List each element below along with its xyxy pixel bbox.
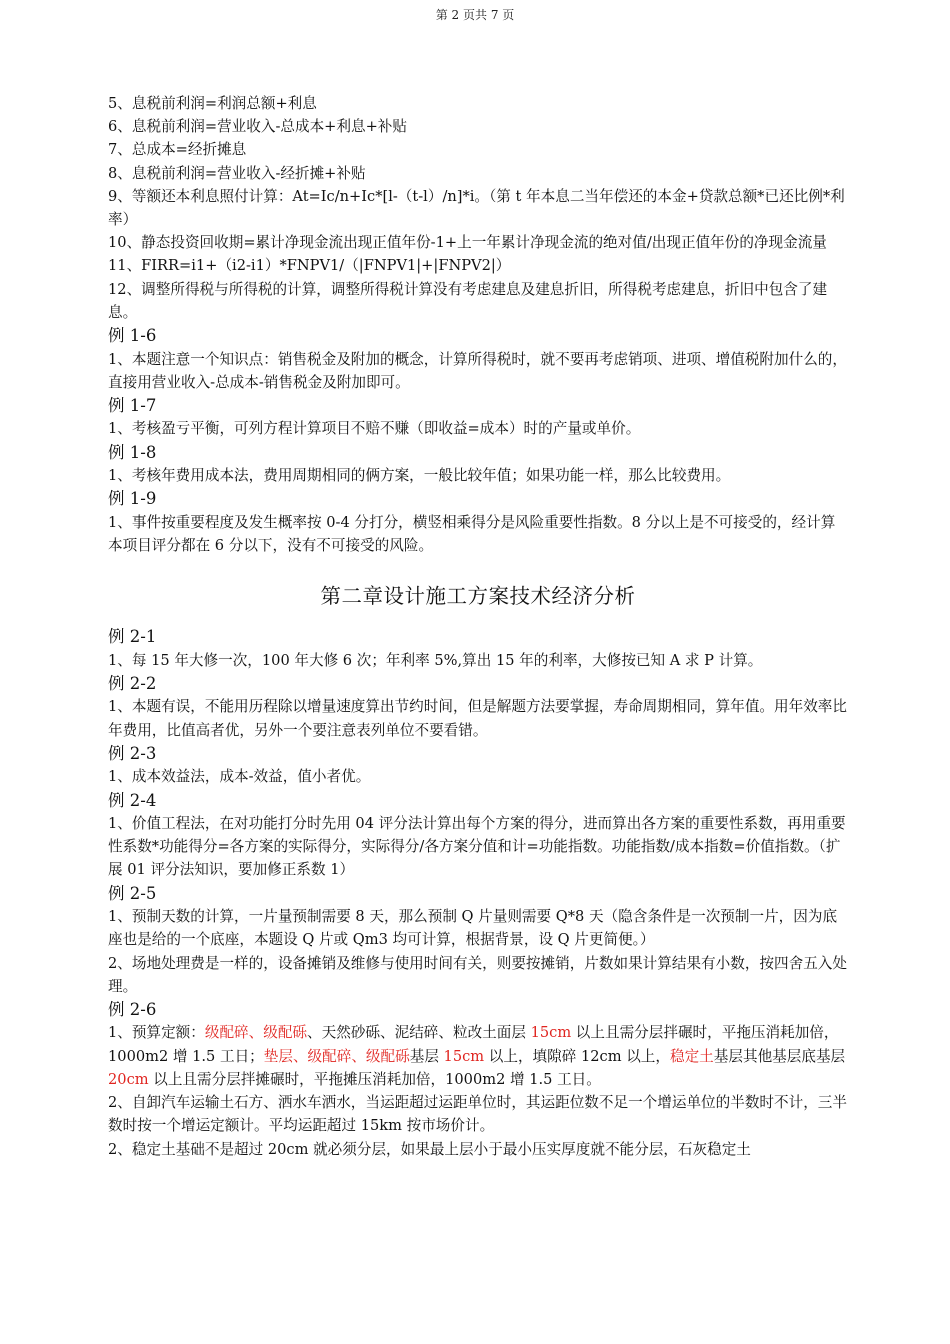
text-segment: 以上且需分层拌碾时，平拖压消耗加倍，1000m2 增 1.5 工日； [108,1024,839,1065]
paragraph: 8、息税前利润=营业收入-经折摊+补贴 [108,164,366,182]
paragraph: 1、事件按重要程度及发生概率按 0-4 分打分，横竖相乘得分是风险重要性指数。8 分以上是不可接受的，经计算本项目评分都在 6 分以下，没有不可接受的风险。 [108,513,836,555]
highlighted-text: 15cm [443,1047,485,1065]
paragraph: 10、静态投资回收期=累计净现金流出现正值年份-1+上一年累计净现金流的绝对值/出现正值年份的净现金流量 [108,234,827,252]
paragraph: 1、预制天数的计算，一片量预制需要 8 天，那么预制 Q 片量则需要 Q*8 天（隐含条件是一次预制一片，因为底座也是给的一个底座，本题设 Q 片或 Qm3 均可计算，根据背景，设 Q 片更简便。） [108,908,838,949]
highlighted-text: 稳定土 [669,1047,714,1065]
text-segment: 以上，填隙碎 12cm 以上， [484,1047,670,1065]
paragraph: 2、自卸汽车运输土石方、洒水车洒水，当运距超过运距单位时，其运距位数不足一个增运单位的半数时不计，三半数时按一个增运定额计。平均运距超过 15km 按市场价计。 [108,1094,847,1135]
page-header [0,6,950,23]
highlighted-text: 20cm [108,1070,149,1088]
example-heading: 例 1-9 [108,489,157,509]
paragraph: 6、息税前利润=营业收入-总成本+利息+补贴 [108,118,407,136]
example-heading: 例 1-7 [108,395,157,415]
text-segment: 、天然砂砾、泥结碎、粒改土面层 [307,1024,531,1042]
highlighted-text: 级配碎、级配砾 [204,1024,308,1042]
paragraph: 12、调整所得税与所得税的计算，调整所得税计算没有考虑建息及建息折旧，所得税考虑建息，折旧中包含了建息。 [108,280,828,321]
paragraph: 11、FIRR=i1+（i2-i1）*FNPV1/（|FNPV1|+|FNPV2|） [108,257,511,275]
example-heading: 例 1-6 [108,326,157,346]
document-body [108,92,848,1161]
paragraph: 1、每 15 年大修一次，100 年大修 6 次；年利率 5%,算出 15 年的利率，大修按已知 A 求 P 计算。 [108,651,763,669]
example-heading: 例 2-1 [108,627,157,647]
paragraph: 1、本题有误，不能用历程除以增量速度算出节约时间，但是解题方法要掌握，寿命周期相同，算年值。用年效率比年费用，比值高者优，另外一个要注意表列单位不要看错。 [108,698,847,739]
paragraph: 1、成本效益法，成本-效益，值小者优。 [108,768,371,786]
text-segment: 基层 [409,1047,444,1065]
chapter-heading: 第二章设计施工方案技术经济分析 [320,584,636,609]
example-heading: 例 2-2 [108,673,157,693]
highlighted-text: 垫层、级配碎、级配砾 [263,1047,410,1065]
example-heading: 例 2-6 [108,999,157,1019]
paragraph: 7、总成本=经折摊息 [108,141,247,159]
example-heading: 例 1-8 [108,442,157,462]
highlighted-text: 15cm [530,1024,572,1042]
paragraph: 2、稳定土基础不是超过 20cm 就必须分层，如果最上层小于最小压实厚度就不能分层，石灰稳定土 [108,1140,751,1158]
example-heading: 例 2-3 [108,743,157,763]
paragraph: 2、场地处理费是一样的，设备摊销及维修与使用时间有关，则要按摊销，片数如果计算结果有小数，按四舍五入处理。 [108,954,847,995]
paragraph: 1、本题注意一个知识点：销售税金及附加的概念，计算所得税时，就不要再考虑销项、进项、增值税附加什么的，直接用营业收入-总成本-销售税金及附加即可。 [108,350,847,391]
paragraph: 1、价值工程法，在对功能打分时先用 04 评分法计算出每个方案的得分，进而算出各方案的重要性系数，再用重要性系数*功能得分=各方案的实际得分，实际得分/各方案分值和计=功能指数。功能指数/成本指数=价值指数。（扩展 01 评分法知识，要加修正系数 1） [108,815,846,879]
paragraph: 1、考核盈亏平衡，可列方程计算项目不赔不赚（即收益=成本）时的产量或单价。 [108,420,641,438]
example-heading: 例 2-4 [108,790,157,810]
paragraph [108,1021,848,1091]
text-segment: 基层其他基层底基层 [713,1047,846,1065]
text-segment: 以上且需分层拌摊碾时，平拖摊压消耗加倍，1000m2 增 1.5 工日。 [148,1070,601,1088]
text-segment: 1、预算定额： [108,1024,205,1042]
paragraph: 9、等额还本利息照付计算：At=Ic/n+Ic*[l-（t-l）/n]*i。（第 t 年本息二当年偿还的本金+贷款总额*已还比例*利率） [108,187,845,229]
paragraph: 5、息税前利润=利润总额+利息 [108,95,317,112]
page-number-text: 第 2 页共 7 页 [435,8,515,22]
example-heading: 例 2-5 [108,883,157,903]
paragraph: 1、考核年费用成本法，费用周期相同的俩方案，一般比较年值；如果功能一样，那么比较费用。 [108,467,731,485]
